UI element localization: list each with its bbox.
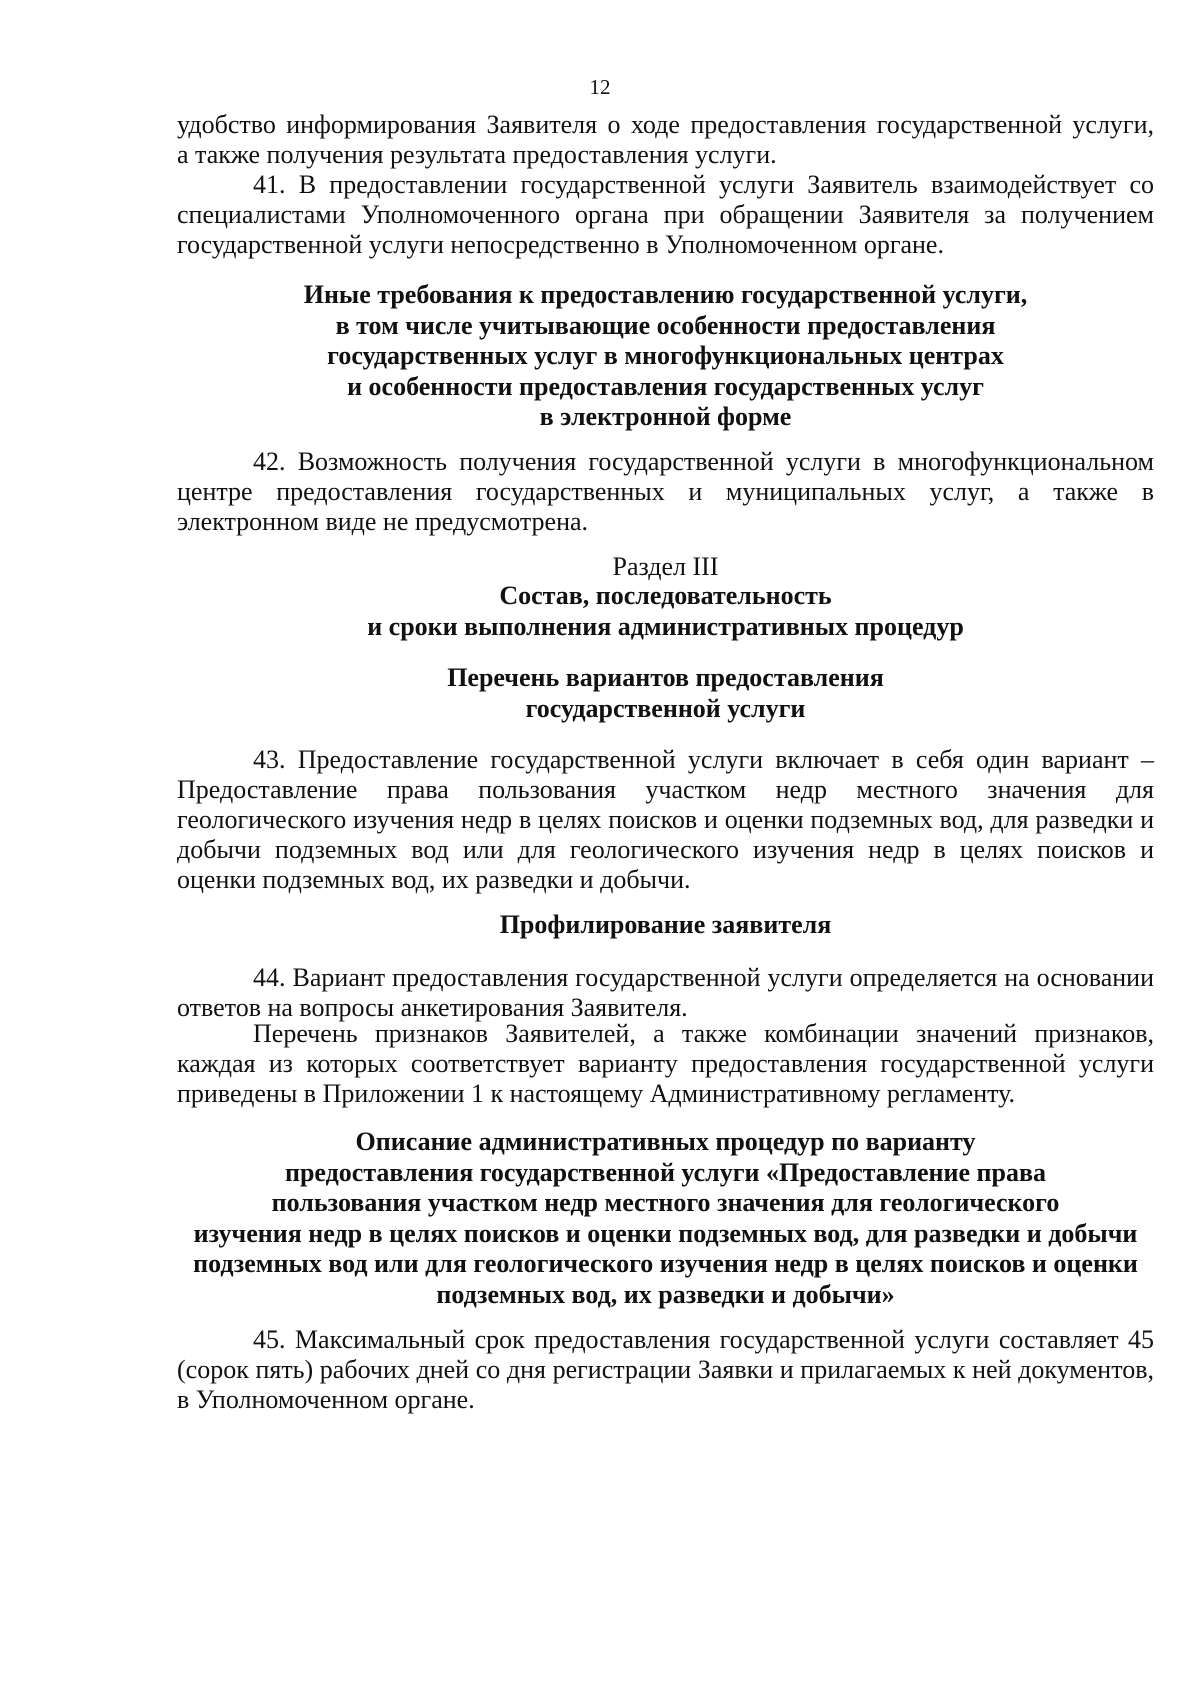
paragraph-45: 45. Максимальный срок предоставления государственной услуги составляет 45 (сорок пять) рабочих дней со дня регистрации Заявки и прилагаемых к ней документов, в Уполномоченном органе. [177,1325,1154,1414]
heading-line: Перечень вариантов предоставления [447,663,884,692]
text-line: а также получения результата предоставления услуги. [177,140,777,169]
heading-other-requirements [177,280,1154,433]
heading-line: и сроки выполнения административных процедур [367,611,964,641]
heading-line: в электронной форме [539,402,792,431]
heading-line: пользования участком недр местного значения для геологического [271,1188,1060,1217]
heading-line: и особенности предоставления государственных услуг [347,371,984,401]
heading-line: в том числе учитывающие особенности предоставления [335,310,996,340]
paragraph-continuation [177,110,1154,170]
heading-line: Состав, последовательность [499,581,832,610]
heading-line: изучения недр в целях поисков и оценки подземных вод, для разведки и добычи [193,1218,1138,1248]
heading-line: подземных вод, их разведки и добычи» [436,1279,895,1309]
paragraph-42: 42. Возможность получения государственной услуги в многофункциональном центре предоставления государственных и муниципальных услуг, а также в электронном виде не предусмотрена. [177,447,1154,536]
page-number: 12 [589,75,611,99]
heading-line: государственной услуги [525,693,806,723]
heading-line: Описание административных процедур по варианту [355,1127,976,1156]
section-label: Раздел III [612,552,719,581]
heading-procedures [177,1127,1154,1310]
section-title [177,581,1154,642]
heading-line: предоставления государственной услуги «Предоставление права [284,1157,1047,1187]
heading-line: государственных услуг в многофункциональных центрах [327,341,1004,370]
text-line: удобство информирования Заявителя о ходе предоставления государственной услуги, [177,110,1154,139]
heading-line: подземных вод или для геологического изучения недр в целях поисков и оценки [193,1249,1138,1278]
heading-profiling: Профилирование заявителя [499,910,832,939]
paragraph-44: 44. Вариант предоставления государственной услуги определяется на основании ответов на вопросы анкетирования Заявителя. [177,963,1154,1022]
paragraph-43: 43. Предоставление государственной услуги включает в себя один вариант – Предоставление права пользования участком недр местного значения для геологического изучения недр в целях поисков и оценки подземных вод, для разведки и добычи подземных вод или для геологического изучения недр в целях поисков и оценки подземных вод, их разведки и добычи. [177,745,1154,894]
paragraph-41: 41. В предоставлении государственной услуги Заявитель взаимодействует со специалистами Уполномоченного органа при обращении Заявителя за получением государственной услуги непосредственно в Уполномоченном органе. [177,170,1154,259]
heading-line: Иные требования к предоставлению государственной услуги, [303,280,1028,309]
heading-variants [177,663,1154,724]
paragraph-44-list: Перечень признаков Заявителей, а также комбинации значений признаков, каждая из которых соответствует варианту предоставления государственной услуги приведены в Приложении 1 к настоящему Административному регламенту. [177,1019,1154,1108]
